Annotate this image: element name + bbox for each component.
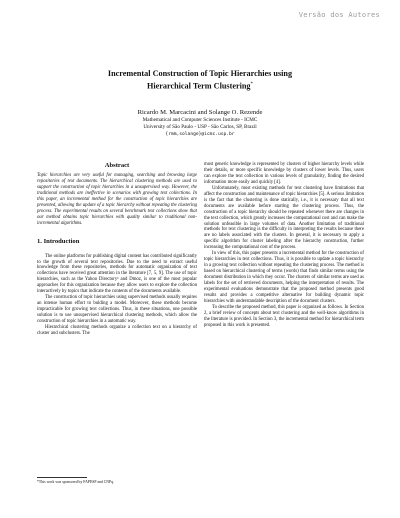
intro-paragraph-3: Hierarchical clustering methods organize a collection text on a hierarchy of cluster and subclusters. The — [37, 325, 197, 336]
left-column — [37, 162, 197, 337]
watermark: Versão dos Autores — [298, 11, 380, 19]
title-footnote-mark: * — [250, 82, 254, 87]
right-paragraph-4: To describe the proposed method, this paper is organized as follows. In Section 2, a brief review of concepts about text clustering and the well-know algorithms in the literature is provided. In Section 3, the incremental method for hierarchical term proposed in this work is presented. — [204, 304, 364, 328]
section-heading-introduction: 1. Introduction — [37, 237, 80, 245]
right-column — [204, 162, 364, 329]
affiliation-line-2: University of São Paulo - USP - São Carlos, SP, Brazil — [143, 123, 257, 130]
abstract-heading: Abstract — [104, 162, 130, 169]
authors: Ricardo M. Marcacini and Solange O. Rezende — [137, 108, 263, 116]
title-line-2: Hierarchical Term Clustering — [146, 81, 251, 91]
right-paragraph-2: Unfortunately, most existing methods for text clustering have limitations that affect the construction and maintenance of topic hierarchies [5]. A serious limitation is the fact that the clustering is done statically, i.e., it is necessary that all text documents are available before starting the clustering process. Thus, the construction of a topic hierarchy should be repeated whenever there are changes in the text collection, which greatly increases the computational cost and can make the solution unfeasible in large volumes of data. Another limitation of traditional methods for text clustering is the difficulty in interpreting the results because there are no labels associated with the clusters. In general, it is necessary to apply a specific algorithm for cluster labeling after the hierarchy construction, further increasing the computational cost of the process. — [204, 185, 364, 251]
affiliation-line-1: Mathematical and Computer Sciences Institute - ICMC — [142, 116, 258, 123]
author-email: {rmm,solange}@icmc.usp.br — [165, 131, 235, 137]
title-block — [0, 68, 400, 138]
intro-paragraph-2: The construction of topic hierarchies using supervised methods usually requires an intense human effort to bulding a model. Moreover, these methods become impracticable for growing text collections. Thus, in these situations, one possible solution is to use unsupervised hierarchical clustering methods, which allow the construction of topic hierarchies in a automatic way. — [37, 295, 197, 325]
title-line-1: Incremental Construction of Topic Hierarchies using — [107, 69, 293, 78]
abstract-text: Topic hierarchies are very useful for managing, searching and browsing large repositories of text documents. The hierarchical clustering methods are used to support the construction of topic hierarchies in a unsupervised way. However, the traditional methods are ineffective in scenarios with growing text collections. In this paper, an incremental method for the construction of topic hierarchies are presented, allowing the update of a topic hierarchy without repeating the clustering process. The experimental results on several benchmark text collections show that our method obtains topic hierarchies with quality similar to traditional non-incremental algorithms. — [37, 173, 197, 226]
intro-paragraph-1: The online platforms for publishing digital content has contributed significantly to the growth of several text repositories. Due to the need to extract useful knowledge from these repositories, methods for automatic organization of text collections have received great attention in the literature [7, 5, 9]. The use of topic hierarchies, such as the Yahoo Directory¹ and Dmoz, is one of the most popular approaches for this organization because they allow users to explore the collection interactively by topics that indicate the contents of the documents available. — [37, 253, 197, 295]
footnote-rule — [37, 477, 87, 478]
footnote: *This work was sponsored by FAPESP and CNPq. — [37, 480, 114, 484]
right-paragraph-1: most generic knowledge is represented by clusters of higher hierarchy levels while their details, or more specific knowledge by clusters of lower levels. Thus, users can explore the text collection in various levels of granularity, finding the desired information more easily and quickly [4]. — [204, 162, 364, 185]
footnote-area — [37, 477, 197, 485]
paper-title — [0, 68, 400, 92]
right-paragraph-3: In view of this, this paper presents a incremental method for the construction of topic hierarchies in text collections. Thus, it is possible to update a topic hierarchy in a growing text collection without repeating the clustering process. The method is based on hierarchical clustering of terms (words) that finds similar terms using the document distribution in which they occur. The clusters of similar terms are used as labels for the set of retrieved documents, helping the interpretation of results. The experimental evaluations demonstrate that the proposed method presents good results and provides a competitive alternative for building dynamic topic hierarchies with understandable description of the document clusters. — [204, 251, 364, 304]
